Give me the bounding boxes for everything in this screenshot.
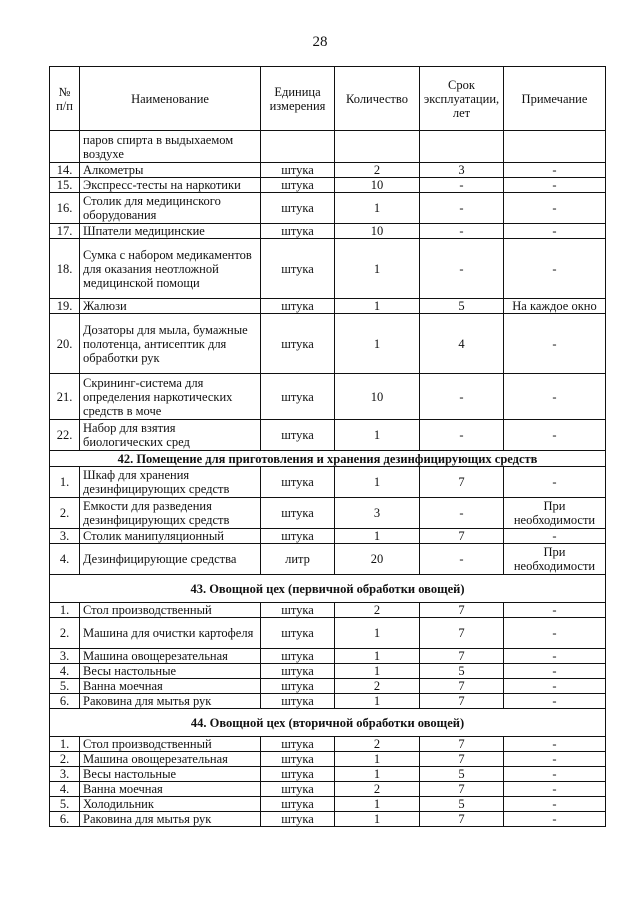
- column-header-note: Примечание: [504, 67, 606, 131]
- cell-service-life: 7: [420, 649, 504, 664]
- cell-service-life: -: [420, 420, 504, 451]
- table-row: [50, 618, 606, 649]
- cell-name: Раковина для мытья рук: [80, 694, 261, 709]
- cell-name: Емкости для разведения дезинфицирующих средств: [80, 498, 261, 529]
- cell-number: 2.: [50, 618, 80, 649]
- cell-note: -: [504, 694, 606, 709]
- cell-unit: штука: [261, 649, 335, 664]
- cell-unit: штука: [261, 374, 335, 420]
- cell-service-life: 5: [420, 767, 504, 782]
- cell-name: Раковина для мытья рук: [80, 812, 261, 827]
- cell-service-life: -: [420, 193, 504, 224]
- cell-unit: штука: [261, 467, 335, 498]
- cell-note: -: [504, 649, 606, 664]
- cell-name: Ванна моечная: [80, 782, 261, 797]
- cell-name: Весы настольные: [80, 767, 261, 782]
- cell-note: -: [504, 782, 606, 797]
- cell-quantity: 1: [335, 193, 420, 224]
- table-row: [50, 544, 606, 575]
- table-row: [50, 420, 606, 451]
- cell-unit: штука: [261, 498, 335, 529]
- table-row-continuation: [50, 131, 606, 163]
- cell-number: 15.: [50, 178, 80, 193]
- cell-service-life: 5: [420, 797, 504, 812]
- cell-quantity: 10: [335, 178, 420, 193]
- cell-unit: штука: [261, 737, 335, 752]
- cell-unit: штука: [261, 224, 335, 239]
- equipment-table: [49, 66, 606, 827]
- cell-name: Дозаторы для мыла, бумажные полотенца, антисептик для обработки рук: [80, 314, 261, 374]
- cell-service-life: [420, 131, 504, 163]
- cell-unit: штука: [261, 694, 335, 709]
- cell-service-life: 7: [420, 694, 504, 709]
- cell-name: Ванна моечная: [80, 679, 261, 694]
- table-row: [50, 498, 606, 529]
- cell-quantity: 1: [335, 618, 420, 649]
- cell-quantity: 1: [335, 529, 420, 544]
- cell-quantity: [335, 131, 420, 163]
- cell-quantity: 1: [335, 649, 420, 664]
- cell-note: [504, 131, 606, 163]
- cell-quantity: 1: [335, 664, 420, 679]
- cell-number: 19.: [50, 299, 80, 314]
- table-row: [50, 374, 606, 420]
- table-row: [50, 679, 606, 694]
- cell-quantity: 1: [335, 694, 420, 709]
- table-body: [50, 131, 606, 827]
- cell-note: При необходимости: [504, 544, 606, 575]
- cell-service-life: 7: [420, 679, 504, 694]
- cell-name: Весы настольные: [80, 664, 261, 679]
- cell-service-life: 7: [420, 737, 504, 752]
- table-row: [50, 239, 606, 299]
- section-header-row: [50, 451, 606, 467]
- cell-note: При необходимости: [504, 498, 606, 529]
- table-row: [50, 694, 606, 709]
- cell-note: -: [504, 239, 606, 299]
- cell-quantity: 1: [335, 812, 420, 827]
- cell-unit: штука: [261, 664, 335, 679]
- cell-quantity: 1: [335, 239, 420, 299]
- cell-service-life: 7: [420, 752, 504, 767]
- section-header-row: [50, 575, 606, 603]
- table-row: [50, 782, 606, 797]
- cell-note: -: [504, 314, 606, 374]
- cell-service-life: -: [420, 224, 504, 239]
- cell-service-life: 3: [420, 163, 504, 178]
- table-row: [50, 178, 606, 193]
- cell-note: -: [504, 420, 606, 451]
- cell-service-life: 7: [420, 782, 504, 797]
- cell-note: -: [504, 467, 606, 498]
- cell-service-life: 4: [420, 314, 504, 374]
- cell-unit: штука: [261, 618, 335, 649]
- cell-service-life: 7: [420, 467, 504, 498]
- cell-number: 2.: [50, 498, 80, 529]
- cell-unit: штука: [261, 163, 335, 178]
- cell-number: 22.: [50, 420, 80, 451]
- cell-unit: штука: [261, 314, 335, 374]
- cell-note: -: [504, 224, 606, 239]
- cell-name: Жалюзи: [80, 299, 261, 314]
- cell-name: Машина овощерезательная: [80, 649, 261, 664]
- cell-name: Экспресс-тесты на наркотики: [80, 178, 261, 193]
- cell-unit: штука: [261, 782, 335, 797]
- table-row: [50, 314, 606, 374]
- cell-service-life: 7: [420, 603, 504, 618]
- cell-note: -: [504, 178, 606, 193]
- cell-number: 14.: [50, 163, 80, 178]
- cell-name: Холодильник: [80, 797, 261, 812]
- cell-name: Сумка с набором медикаментов для оказания неотложной медицинской помощи: [80, 239, 261, 299]
- cell-number: 3.: [50, 529, 80, 544]
- table-row: [50, 812, 606, 827]
- cell-service-life: 5: [420, 664, 504, 679]
- cell-number: 3.: [50, 649, 80, 664]
- cell-unit: штука: [261, 178, 335, 193]
- table-row: [50, 664, 606, 679]
- column-header-service-life: Срок эксплуатации, лет: [420, 67, 504, 131]
- cell-number: 5.: [50, 679, 80, 694]
- cell-name: Столик манипуляционный: [80, 529, 261, 544]
- table-row: [50, 737, 606, 752]
- cell-note: -: [504, 664, 606, 679]
- cell-service-life: -: [420, 178, 504, 193]
- cell-number: [50, 131, 80, 163]
- cell-number: 6.: [50, 694, 80, 709]
- cell-note: -: [504, 529, 606, 544]
- cell-number: 1.: [50, 737, 80, 752]
- cell-number: 18.: [50, 239, 80, 299]
- cell-note: На каждое окно: [504, 299, 606, 314]
- cell-number: 16.: [50, 193, 80, 224]
- cell-unit: штука: [261, 767, 335, 782]
- cell-number: 1.: [50, 603, 80, 618]
- column-header-quantity: Количество: [335, 67, 420, 131]
- table-row: [50, 752, 606, 767]
- cell-quantity: 1: [335, 797, 420, 812]
- cell-unit: штука: [261, 299, 335, 314]
- cell-number: 3.: [50, 767, 80, 782]
- table-row: [50, 767, 606, 782]
- table-header-row: [50, 67, 606, 131]
- cell-service-life: -: [420, 498, 504, 529]
- page-number: 28: [312, 34, 328, 50]
- cell-unit: штука: [261, 812, 335, 827]
- cell-quantity: 10: [335, 224, 420, 239]
- cell-number: 1.: [50, 467, 80, 498]
- cell-name: Набор для взятия биологических сред: [80, 420, 261, 451]
- cell-name: Шкаф для хранения дезинфицирующих средств: [80, 467, 261, 498]
- column-header-unit: Единица измерения: [261, 67, 335, 131]
- cell-service-life: 7: [420, 529, 504, 544]
- section-header-row: [50, 709, 606, 737]
- table-row: [50, 529, 606, 544]
- cell-quantity: 1: [335, 299, 420, 314]
- cell-name: Шпатели медицинские: [80, 224, 261, 239]
- cell-quantity: 3: [335, 498, 420, 529]
- cell-number: 4.: [50, 782, 80, 797]
- cell-note: -: [504, 618, 606, 649]
- column-header-number: № п/п: [50, 67, 80, 131]
- cell-note: -: [504, 603, 606, 618]
- cell-name: Машина для очистки картофеля: [80, 618, 261, 649]
- table-row: [50, 649, 606, 664]
- cell-unit: штука: [261, 679, 335, 694]
- cell-name: Скрининг-система для определения наркотических средств в моче: [80, 374, 261, 420]
- table-row: [50, 797, 606, 812]
- cell-note: -: [504, 737, 606, 752]
- cell-quantity: 1: [335, 767, 420, 782]
- cell-note: -: [504, 374, 606, 420]
- cell-number: 6.: [50, 812, 80, 827]
- cell-service-life: -: [420, 374, 504, 420]
- cell-quantity: 1: [335, 467, 420, 498]
- cell-quantity: 1: [335, 752, 420, 767]
- cell-unit: штука: [261, 603, 335, 618]
- cell-quantity: 20: [335, 544, 420, 575]
- cell-name: Машина овощерезательная: [80, 752, 261, 767]
- cell-quantity: 1: [335, 314, 420, 374]
- cell-quantity: 2: [335, 737, 420, 752]
- cell-service-life: -: [420, 544, 504, 575]
- table-row: [50, 299, 606, 314]
- cell-unit: штука: [261, 420, 335, 451]
- cell-quantity: 1: [335, 420, 420, 451]
- cell-name: Алкометры: [80, 163, 261, 178]
- cell-number: 20.: [50, 314, 80, 374]
- cell-number: 4.: [50, 664, 80, 679]
- table-row: [50, 193, 606, 224]
- cell-service-life: -: [420, 239, 504, 299]
- cell-quantity: 2: [335, 163, 420, 178]
- cell-number: 21.: [50, 374, 80, 420]
- cell-quantity: 2: [335, 679, 420, 694]
- cell-quantity: 2: [335, 782, 420, 797]
- table-row: [50, 163, 606, 178]
- table-row: [50, 603, 606, 618]
- cell-number: 17.: [50, 224, 80, 239]
- cell-unit: штука: [261, 239, 335, 299]
- cell-unit: штука: [261, 193, 335, 224]
- cell-note: -: [504, 193, 606, 224]
- cell-unit: штука: [261, 529, 335, 544]
- cell-service-life: 5: [420, 299, 504, 314]
- cell-unit: штука: [261, 797, 335, 812]
- cell-number: 4.: [50, 544, 80, 575]
- cell-quantity: 10: [335, 374, 420, 420]
- cell-quantity: 2: [335, 603, 420, 618]
- cell-note: -: [504, 679, 606, 694]
- cell-unit: [261, 131, 335, 163]
- cell-note: -: [504, 767, 606, 782]
- section-title: 42. Помещение для приготовления и хранения дезинфицирующих средств: [50, 451, 606, 467]
- cell-number: 5.: [50, 797, 80, 812]
- cell-name: Стол производственный: [80, 737, 261, 752]
- cell-name: Столик для медицинского оборудования: [80, 193, 261, 224]
- cell-note: -: [504, 752, 606, 767]
- cell-service-life: 7: [420, 812, 504, 827]
- cell-note: -: [504, 797, 606, 812]
- section-title: 43. Овощной цех (первичной обработки овощей): [50, 575, 606, 603]
- cell-note: -: [504, 812, 606, 827]
- cell-number: 2.: [50, 752, 80, 767]
- section-title: 44. Овощной цех (вторичной обработки овощей): [50, 709, 606, 737]
- cell-note: -: [504, 163, 606, 178]
- cell-unit: штука: [261, 752, 335, 767]
- table-row: [50, 224, 606, 239]
- cell-name: Дезинфицирующие средства: [80, 544, 261, 575]
- column-header-name: Наименование: [80, 67, 261, 131]
- cell-unit: литр: [261, 544, 335, 575]
- table-row: [50, 467, 606, 498]
- cell-name: Стол производственный: [80, 603, 261, 618]
- cell-name: паров спирта в выдыхаемом воздухе: [80, 131, 261, 163]
- cell-service-life: 7: [420, 618, 504, 649]
